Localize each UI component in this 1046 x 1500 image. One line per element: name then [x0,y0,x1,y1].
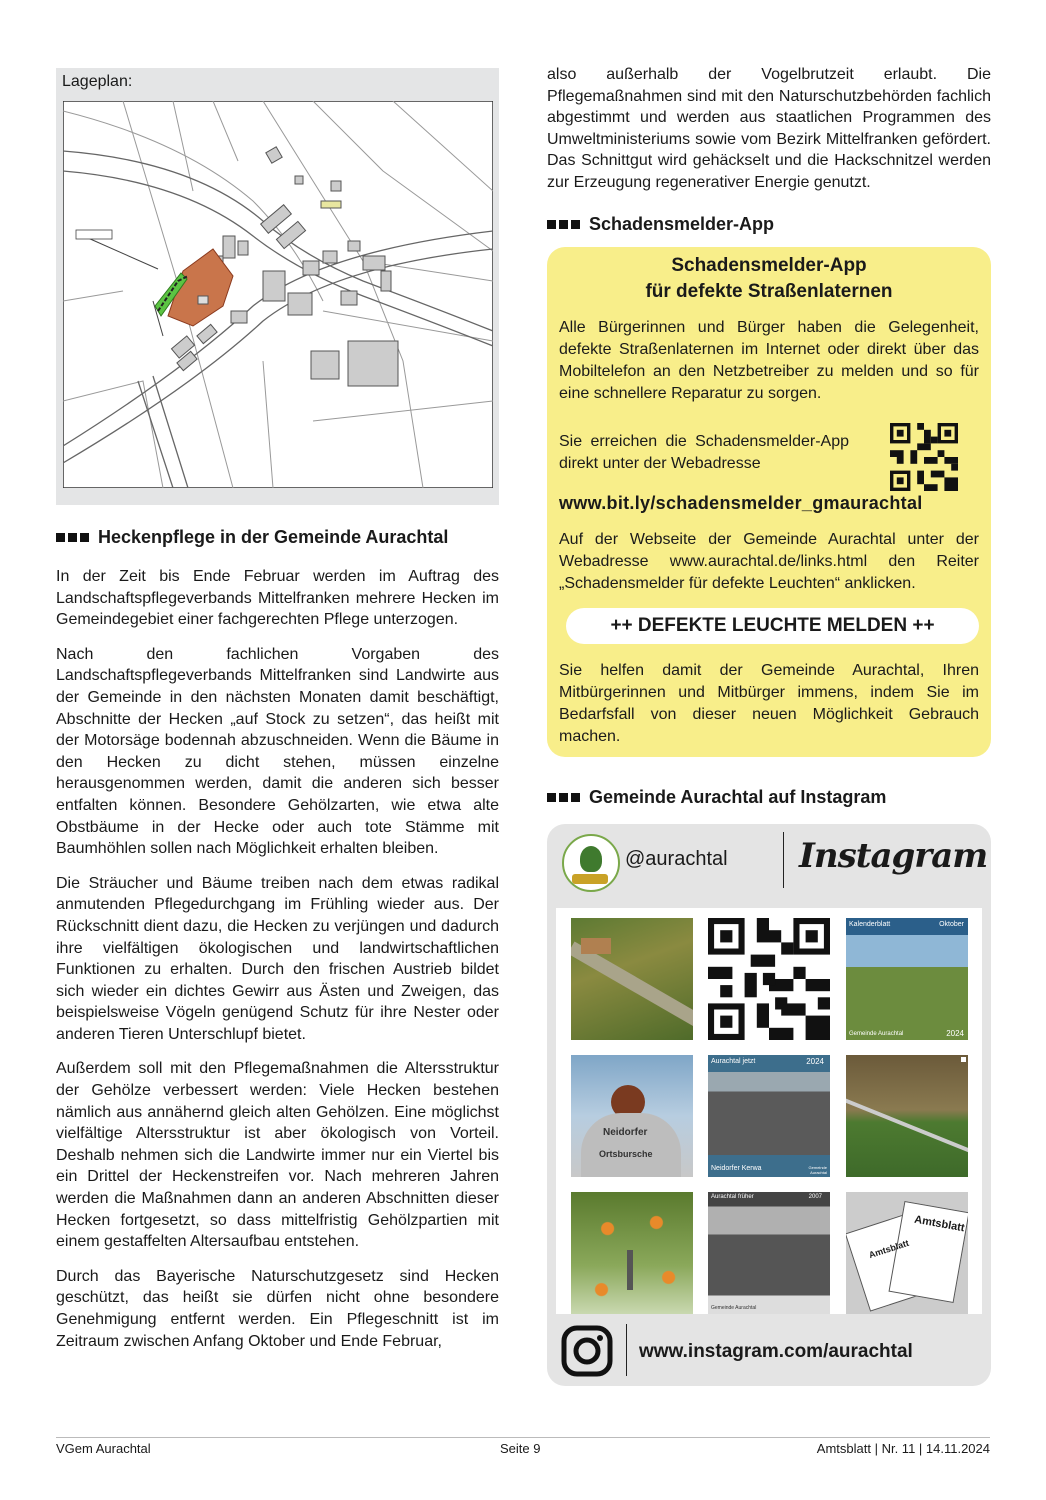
instagram-heading-text: Gemeinde Aurachtal auf Instagram [589,786,887,807]
instagram-qr-icon[interactable] [708,918,830,1040]
photo-tile-ortsburschen[interactable] [571,1055,693,1177]
frueher-tile-title: Aurachtal früher [711,1193,754,1200]
kerwa-tile-footer: Gemeinde Aurachtal [808,1164,827,1175]
kerwa-tile-caption: Neidorfer Kerwa [711,1164,762,1172]
instagram-photo-grid [556,908,982,1314]
instagram-section-heading [547,787,991,808]
photo-tile-calendar-october[interactable] [846,918,968,1040]
hedge-paragraph-3: Die Sträucher und Bäume treiben nach dem etwas radikal anmutenden Pflegedurchgang im Frühling wieder aus. Der Rückschnitt dient dazu, die Hecken zu verjüngen und dadurch ihre vielfältigen ökologischen und landwirtschaftlichen Funktionen zu erhalten. Durch den frischen Austrieb bildet sich wieder ein dichtes Gewirr aus Ästen und Zweigen, das beispielsweise Vögeln genügend Schutz für ihre Nester oder anderen Tieren Unterschlupf bietet. [56,874,499,1043]
instagram-url-link[interactable]: www.instagram.com/aurachtal [639,1340,913,1362]
page-number: Seite 9 [500,1441,541,1456]
photo-tile-aurachtal-frueher[interactable] [708,1192,830,1314]
shirt-text-top: Neidorfer [603,1126,648,1138]
site-plan-label: Lageplan: [62,73,133,90]
amtsblatt-tile-label-2: Amtsblatt [867,1237,911,1260]
site-plan-map [63,101,493,488]
site-plan-box [56,68,499,505]
app-box-reach: Sie erreichen die Schadensmelder-App direkt unter der Webadresse [559,432,849,472]
app-info-box [547,247,991,757]
footer-divider [626,1324,627,1376]
app-section-heading [547,214,991,235]
photo-tile-amtsblatt[interactable] [846,1192,968,1314]
heading-bullets [547,793,580,802]
hedge-heading-text: Heckenpflege in der Gemeinde Aurachtal [98,527,449,547]
photo-tile-aerial-field[interactable] [846,1055,968,1177]
instagram-handle[interactable]: @aurachtal [625,847,728,870]
page-footer [56,1437,990,1459]
app-url-link[interactable]: www.bit.ly/schadensmelder_gmaurachtal [559,492,923,513]
hedge-section-heading [56,527,499,548]
calendar-tile-footer: Gemeinde Aurachtal [849,1030,904,1037]
report-light-button[interactable]: ++ DEFEKTE LEUCHTE MELDEN ++ [566,608,979,644]
community-logo [562,834,620,892]
calendar-tile-title: Kalenderblatt [849,920,891,928]
instagram-box [547,824,991,1386]
app-box-website: Auf der Webseite der Gemeinde Aurachtal unter der Webadresse www.aurachtal.de/links.html den Reiter „Schadensmelder für defekte Leuchten“ anklicken. [559,530,979,592]
calendar-tile-month: Oktober [939,920,964,928]
footer-left: VGem Aurachtal [56,1441,151,1456]
qr-code-icon[interactable] [889,423,959,491]
frueher-tile-year: 2007 [808,1193,822,1200]
app-box-title-line2: für defekte Straßenlaternen [645,280,893,302]
amtsblatt-tile-label: Amtsblatt [913,1213,966,1234]
kerwa-tile-title: Aurachtal jetzt [711,1057,756,1065]
hedge-paragraph-4: Außerdem soll mit den Pflegemaßnahmen die Altersstruktur der Gehölze verbessert werden: Viele Hecken bestehen nämlich aus annähernd gleich alten Gehölzen. Eine möglichst vielfältige Altersstruktur ist aber ökologisch von Vorteil. Deshalb nehmen sich die Landwirte immer nur ein Viertel bis ein Drittel der Heckenstreifen vor. Nach mehreren Jahren werden die Maßnahmen dann an anderen Abschnitten dieser Hecken fortgesetzt, so dass mittelfristig Gehölzpartien mit einem gestaffelten Altersaufbau entstehen. [56,1060,499,1251]
instagram-icon[interactable] [561,1325,613,1377]
heading-bullets [547,220,580,229]
frueher-tile-footer: Gemeinde Aurachtal [711,1304,757,1311]
kerwa-tile-year: 2024 [806,1056,824,1066]
hedge-paragraph-1: In der Zeit bis Ende Februar werden im Auftrag des Landschaftspflegeverbands Mittelfranken mehrere Hecken im Gemeindegebiet einer fachgerechten Pflege unterzogen. [56,568,499,629]
hedge-paragraph-5: Durch das Bayerische Naturschutzgesetz sind Hecken geschützt, das heißt sie dürfen nicht ohne besondere Genehmigung entfernt werden. Ein Pflegeschnitt ist im Zeitraum zwischen Anfang Oktober und Ende Februar, [56,1267,499,1350]
footer-right: Amtsblatt | Nr. 11 | 14.11.2024 [816,1441,990,1456]
header-divider [783,832,784,888]
app-box-thanks: Sie helfen damit der Gemeinde Aurachtal, Ihren Mitbürgerinnen und Mitbürger immens, indem Sie im Bedarfsfall von dieser neuen Möglichkeit Gebrauch machen. [559,661,979,745]
app-box-title [547,247,991,305]
shirt-text-bottom: Ortsbursche [599,1148,653,1159]
hedge-continuation: also außerhalb der Vogelbrutzeit erlaubt. Die Pflegemaßnahmen sind mit den Naturschutzbehörden fachlich abgestimmt und werden aus staatlichen Programmen des Umweltministeriums sowie vom Bezirk Mittelfranken gefördert. Das Schnittgut wird gehäckselt und die Hackschnitzel werden zur Erzeugung regenerativer Energie genutzt. [547,66,991,191]
app-box-title-line1: Schadensmelder-App [671,254,867,276]
left-column [56,68,499,1365]
app-heading-text: Schadensmelder-App [589,213,775,234]
photo-tile-aerial-road[interactable] [571,918,693,1040]
app-box-intro: Alle Bürgerinnen und Bürger haben die Gelegenheit, defekte Straßenlaternen im Internet oder direkt über das Mobiltelefon an den Netzbetreiber zu melden und so für eine schnellere Reparatur zu sorgen. [559,318,979,402]
hedge-paragraph-2: Nach den fachlichen Vorgaben des Landschaftspflegeverbands Mittelfranken sind Landwirte aus der Gemeinde in den nächsten Monaten damit beschäftigt, Abschnitte der Hecken „auf Stock zu setzen“, das heißt mit der Motorsäge bodennah abzuschneiden. Wenn die Bäume in den Hecken zu dicht stehen, müssen einzelne herausgenommen werden, damit die anderen sich besser entfalten können. Besondere Gehölzarten, wie etwa alte Obstbäume in der Hecke oder auch tote Stämme mit Baumhöhlen sollen nach Möglichkeit erhalten bleiben. [56,645,499,858]
right-column [547,64,991,1386]
calendar-tile-year: 2024 [946,1028,964,1038]
photo-tile-kerwa[interactable] [708,1055,830,1177]
photo-tile-apple-tree[interactable] [571,1192,693,1314]
instagram-wordmark: Instagram [799,835,988,876]
heading-bullets [56,533,89,542]
